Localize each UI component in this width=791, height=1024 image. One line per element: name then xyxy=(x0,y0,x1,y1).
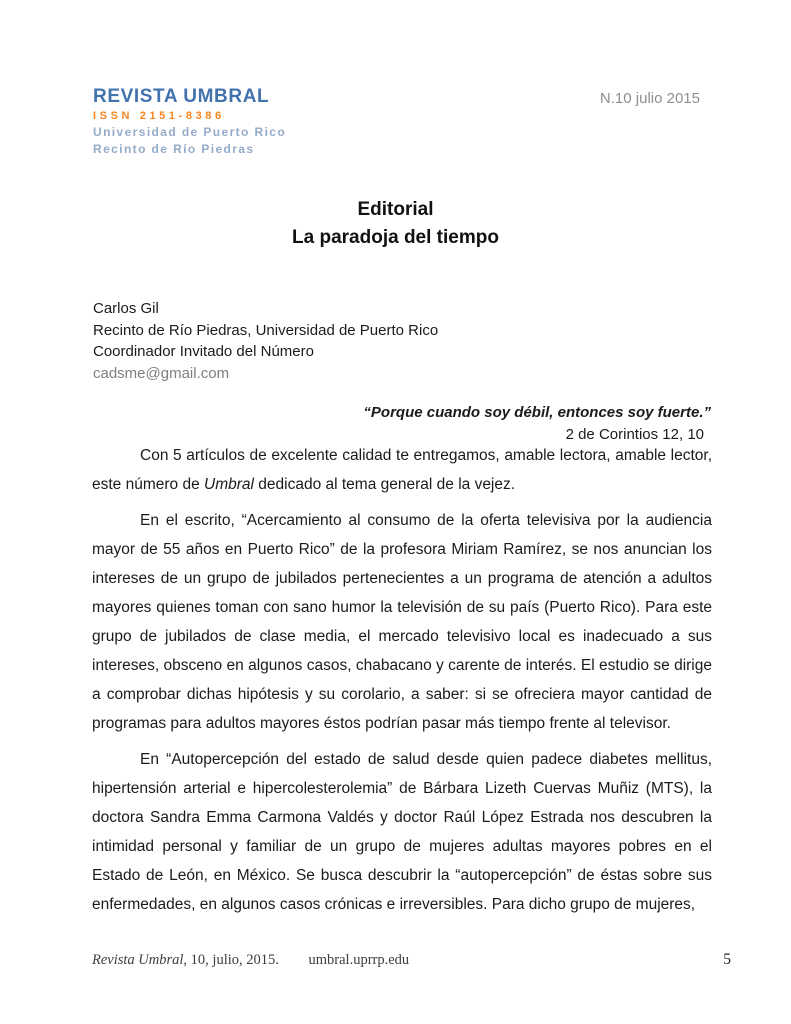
journal-campus: Recinto de Río Piedras xyxy=(93,142,255,156)
page-number: 5 xyxy=(723,951,731,968)
article-title-line2: La paradoja del tiempo xyxy=(292,227,499,248)
article-body xyxy=(92,441,712,926)
article-title xyxy=(0,196,791,252)
footer-url: umbral.uprrp.edu xyxy=(308,952,410,968)
footer-journal-name: Revista Umbral xyxy=(92,952,184,968)
paragraph-1-text: Con 5 artículos de excelente calidad te entregamos, amable lectora, amable lector, este número de xyxy=(92,447,712,493)
paragraph-1-journal-name: Umbral xyxy=(204,476,254,493)
paragraph-2: En el escrito, “Acercamiento al consumo de la oferta televisiva por la audiencia mayor de 55 años en Puerto Rico” de la profesora Miriam Ramírez, se nos anuncian los intereses de un grupo de jubilados pertenecientes a un programa de atención a adultos mayores quienes toman con sano humor la televisión de su país (Puerto Rico). Para este grupo de jubilados de clase media, el mercado televisivo local es inadecuado a sus intereses, obsceno en algunos casos, chabacano y carente de interés. El estudio se dirige a comprobar dichas hipótesis y su corolario, a saber: si se ofreciera mayor cantidad de programas para adultos mayores éstos podrían pasar más tiempo frente al televisor. xyxy=(92,512,712,732)
epigraph-quote: “Porque cuando soy débil, entonces soy fuerte.” xyxy=(363,404,711,421)
journal-university: Universidad de Puerto Rico xyxy=(93,125,287,139)
paragraph-1 xyxy=(92,441,712,499)
issue-date: N.10 julio 2015 xyxy=(599,90,700,107)
author-role: Coordinador Invitado del Número xyxy=(93,343,314,360)
journal-issn: ISSN 2151-8386 xyxy=(93,110,225,122)
article-title-line1: Editorial xyxy=(357,199,434,220)
author-email: cadsme@gmail.com xyxy=(93,364,230,382)
author-name: Carlos Gil xyxy=(93,300,159,317)
author-affiliation: Recinto de Río Piedras, Universidad de Puerto Rico xyxy=(93,321,439,339)
epigraph-source: 2 de Corintios 12, 10 xyxy=(565,425,704,443)
page-footer xyxy=(92,951,731,969)
epigraph xyxy=(93,402,711,445)
footer-citation-rest: , 10, julio, 2015. xyxy=(183,952,279,968)
footer-citation xyxy=(92,952,409,969)
author-block xyxy=(93,298,438,384)
journal-logo xyxy=(93,87,286,157)
paragraph-1-text-end: dedicado al tema general de la vejez. xyxy=(253,476,516,493)
journal-logo-title: REVISTA UMBRAL xyxy=(93,86,270,107)
paragraph-3: En “Autopercepción del estado de salud desde quien padece diabetes mellitus, hipertensión arterial e hipercolesterolemia” de Bárbara Lizeth Cuervas Muñiz (MTS), la doctora Sandra Emma Carmona Valdés y doctor Raúl López Estrada nos descubren la intimidad personal y familiar de un grupo de mujeres adultas mayores pobres en el Estado de León, en México. Se busca descubrir la “autopercepción” de éstas sobre sus enfermedades, en algunos casos crónicas e irreversibles. Para dicho grupo de mujeres, xyxy=(92,751,712,913)
